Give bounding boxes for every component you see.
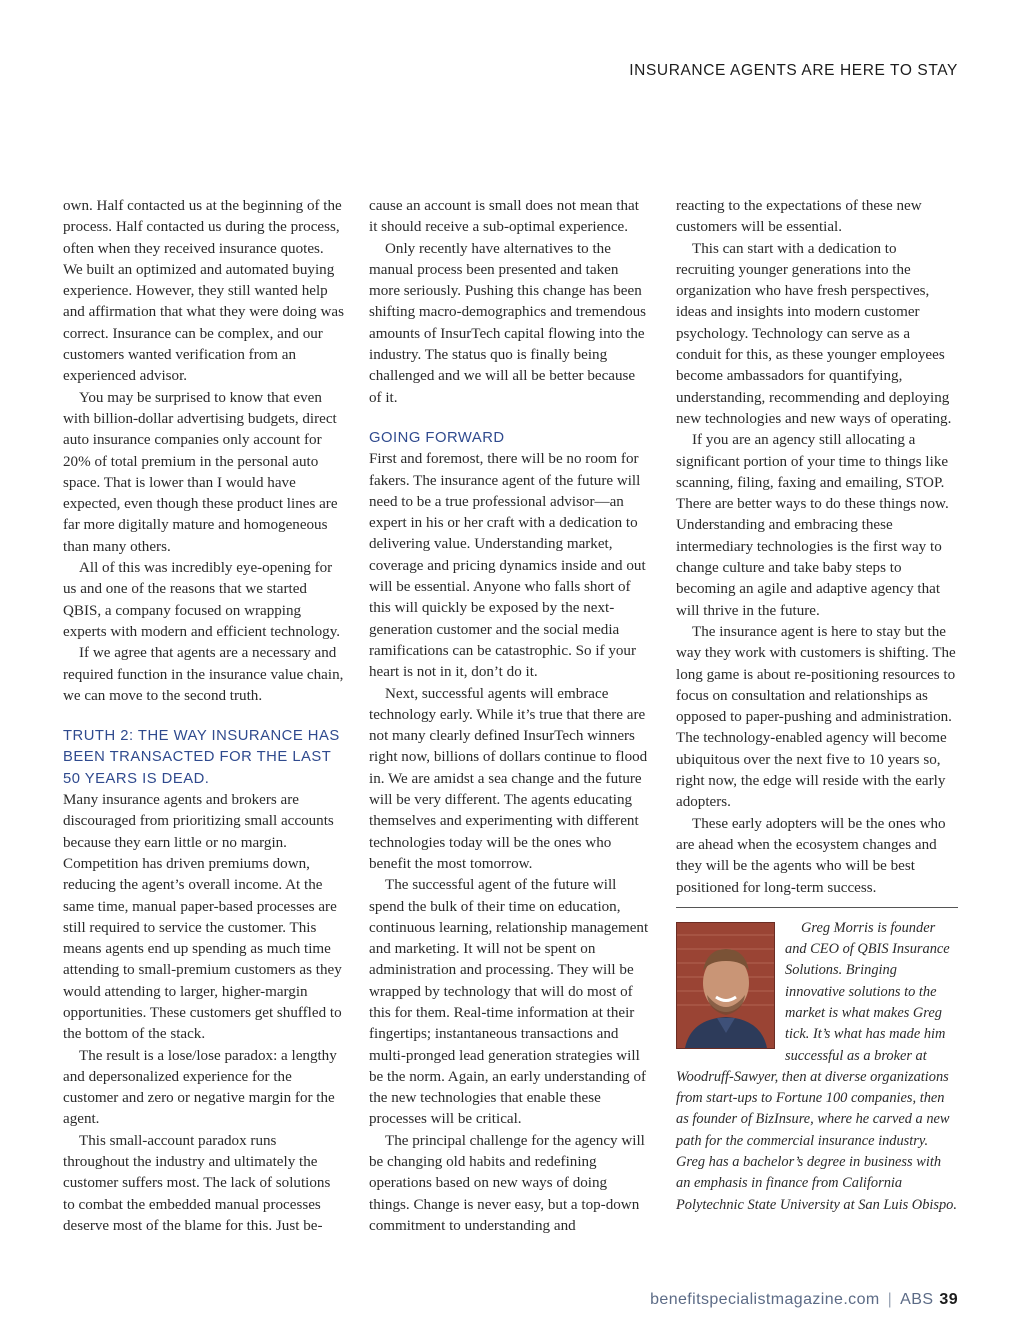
paragraph: Next, successful agents will embrace technology early. While it’s true that there are not many clearly defined InsurTech winners right now, billions of dollars continue to flood in. We are amidst a sea change and the future will be very different. The agents educating themselves and experimenting with different technologies today will be the ones who benefit the most tomorrow. xyxy=(369,685,648,872)
paragraph: own. Half contacted us at the beginning of the process. Half contacted us during the process, often when they received insurance quotes. We built an optimized and automated buying experience. However, they still wanted help and affirmation that what they were doing was correct. Insurance can be complex, and our customers wanted verification from an experienced advisor. xyxy=(63,198,344,385)
paragraph: All of this was incredibly eye-opening for us and one of the reasons that we started QBIS, a company focused on wrapping experts with modern and efficient technology. xyxy=(63,560,341,640)
paragraph: reacting to the expectations of these new customers will be essential. xyxy=(676,198,922,236)
author-portrait-icon xyxy=(677,923,774,1048)
article-column-1 xyxy=(63,196,345,1237)
paragraph: Many insurance agents and brokers are discouraged from prioritizing small accounts because they earn little or no margin. Competition has driven premiums down, reducing the agent’s overall income. At the same time, manual paper-based processes are still required to service the customer. This means agents end up spending as much time attending to small-premium customers as they would attending to larger, higher-margin opportunities. These customers get shuffled to the bottom of the stack. xyxy=(63,792,342,1043)
article-column-2 xyxy=(369,196,651,1237)
section-subhead: GOING FORWARD xyxy=(369,429,505,446)
paragraph: The principal challenge for the agency will be changing old habits and redefining operations based on new ways of doing things. Change is never easy, but a top-down commitment to understanding and xyxy=(369,1132,645,1234)
bio-text: Greg Morris is founder and CEO of QBIS Insurance Solutions. Bringing innovative solutions to the market is what makes Greg tick. It’s what has made him successful as a broker at Woodruff-Sawyer, then at diverse organizations from start-ups to Fortune 100 companies, then as founder of BizInsure, where he carved a new path for the commercial insurance industry. Greg has a bachelor’s degree in business with an emphasis in finance from California Polytechnic State University at San Luis Obispo. xyxy=(676,919,957,1213)
paragraph: Only recently have alternatives to the manual process been presented and taken more seriously. Pushing this change has been shifting macro-demographics and tremendous amounts of InsurTech capital flowing into the industry. The status quo is finally being challenged and we will all be better because of it. xyxy=(369,240,647,406)
article-column-3 xyxy=(676,196,958,1216)
paragraph: The successful agent of the future will spend the bulk of their time on education, continuous learning, relationship management and marketing. It will not be spent on administration and processing. They will be wrapped by technology that will do most of this for them. Real-time information at their fingertips; instantaneous transactions and multi-pronged lead generation strategies will be the norm. Again, an early understanding of the new technologies that enable these processes will be critical. xyxy=(369,877,649,1128)
author-bio xyxy=(676,918,958,1216)
footer-site: benefitspecialistmagazine.com xyxy=(650,1291,880,1308)
paragraph: The insurance agent is here to stay but the way they work with customers is shifting. The long game is about re-positioning resources to focus on consultation and relationships as opposed to paper-pushing and administration. The technology-enabled agency will become ubiquitous over the next five to 10 years so, right now, the edge will reside with the early adopters. xyxy=(676,623,956,811)
paragraph: This small-account paradox runs throughout the industry and ultimately the customer suffers most. The lack of solutions to combat the embedded manual processes deserve most of the blame for this. Just be- xyxy=(63,1132,331,1234)
paragraph: This can start with a dedication to recruiting younger generations into the organization who have fresh perspectives, ideas and insights into modern customer psychology. Technology can serve as a conduit for this, as these younger employees become ambassadors for quantifying, understanding, recommending and deploying new technologies and new ways of operating. xyxy=(676,240,952,427)
footer-publication: ABS xyxy=(900,1291,934,1308)
paragraph: The result is a lose/lose paradox: a lengthy and depersonalized experience for the customer and zero or negative margin for the agent. xyxy=(63,1047,337,1128)
paragraph: You may be surprised to know that even with billion-dollar advertising budgets, direct auto insurance companies only account for 20% of total premium in the personal auto space. That is lower than I would have expected, even though these product lines are far more digitally mature and homogeneous than many others. xyxy=(63,389,338,555)
author-photo xyxy=(676,922,775,1049)
section-subhead: TRUTH 2: THE WAY INSURANCE HAS BEEN TRANSACTED FOR THE LAST 50 YEARS IS DEAD. xyxy=(63,728,340,787)
paragraph: If we agree that agents are a necessary and required function in the insurance value chain, we can move to the second truth. xyxy=(63,645,344,704)
paragraph: If you are an agency still allocating a significant portion of your time to things like scanning, filing, faxing and emailing, STOP. There are better ways to do these things now. Understanding and embracing these intermediary technologies is the first way to change culture and take baby steps to becoming an agile and adaptive agency that will thrive in the future. xyxy=(676,432,949,619)
paragraph: First and foremost, there will be no room for fakers. The insurance agent of the future will need to be a true professional advisor—an expert in his or her craft with a dedication to delivering value. Understanding market, coverage and pricing dynamics inside and out will be essential. Anyone who falls short of this will quickly be exposed by the next-generation customer and the social media ramifications can be catastrophic. So if your heart is not in it, don’t do it. xyxy=(369,451,646,681)
page-number: 39 xyxy=(939,1291,958,1308)
bio-divider xyxy=(676,907,958,908)
running-title: INSURANCE AGENTS ARE HERE TO STAY xyxy=(629,62,958,79)
footer-separator: | xyxy=(887,1291,893,1308)
paragraph: These early adopters will be the ones who are ahead when the ecosystem changes and they will be the agents who will be best positioned for long-term success. xyxy=(676,815,946,896)
paragraph: cause an account is small does not mean that it should receive a sub-optimal experience. xyxy=(369,198,639,236)
page-footer xyxy=(650,1291,958,1309)
